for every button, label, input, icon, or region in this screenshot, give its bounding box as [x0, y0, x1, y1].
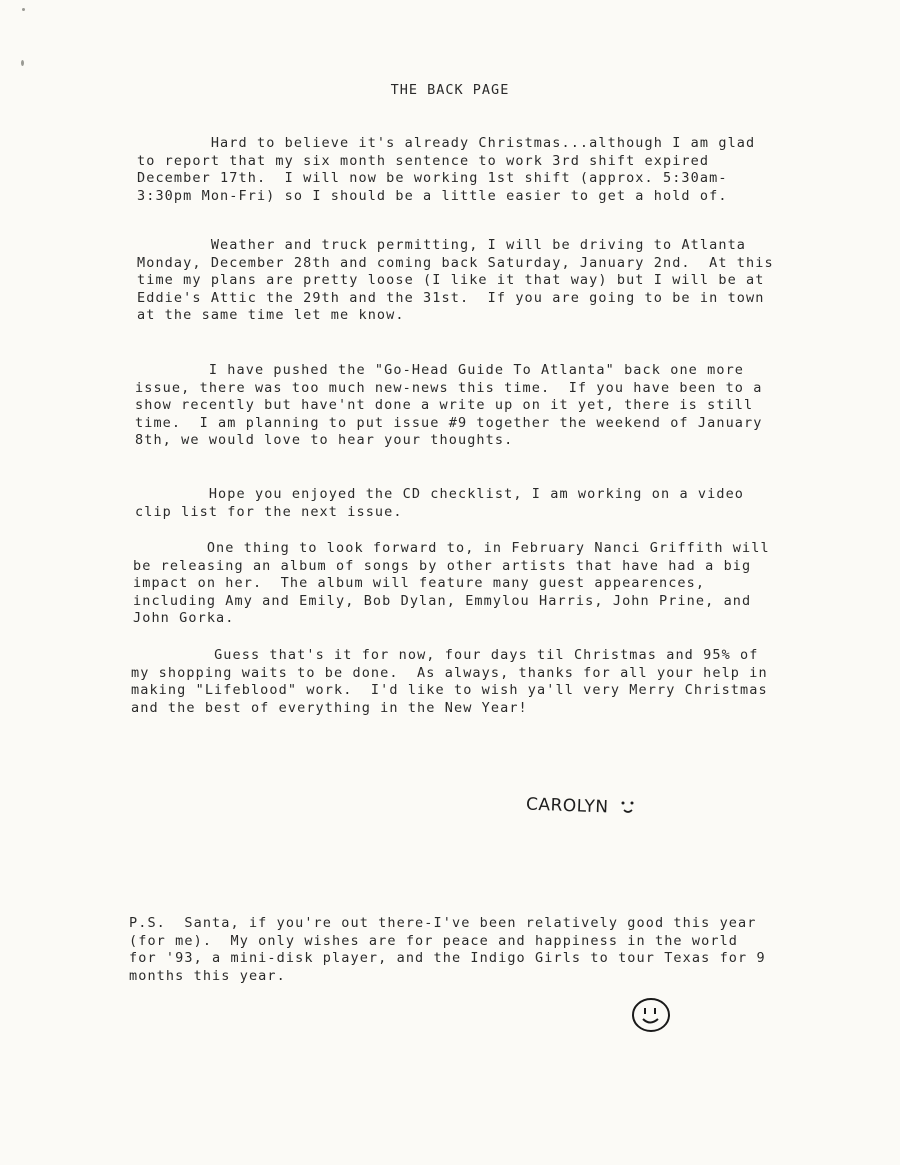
smiley-face-icon [630, 995, 674, 1035]
paper-speck [21, 60, 24, 66]
paragraph-shift-change: Hard to believe it's already Christmas...although I am glad to report that my six month sentence to work 3rd shift expired December 17th. I will now be working 1st shift (approx. 5:30am-3:30pm Mon-Fri) so I should be a little easier to get a hold of. [137, 135, 765, 204]
paper-speck [22, 8, 25, 11]
paragraph-closing: Guess that's it for now, four days til Christmas and 95% of my shopping waits to be done. As always, thanks for all your help in making "Lifeblood" work. I'd like to wish ya'll very Merry Christmas and the best of everything in the New Year! [131, 647, 777, 716]
page-title: THE BACK PAGE [390, 82, 510, 98]
paragraph-atlanta-trip: Weather and truck permitting, I will be driving to Atlanta Monday, December 28th and coming back Saturday, January 2nd. At this time my plans are pretty loose (I like it that way) but I will be at Eddie's Attic the 29th and the 31st. If you are going to be in town at the same time let me know. [137, 237, 783, 323]
signature-wink-face-icon [618, 800, 640, 816]
handwritten-signature: CAROLYN [525, 794, 609, 818]
paragraph-guide-to-atlanta: I have pushed the "Go-Head Guide To Atlanta" back one more issue, there was too much new-news this time. If you have been to a show recently but have'nt done a write up on it yet, there is still time. I am planning to put issue #9 together the weekend of January 8th, we would love to hear your thoughts. [135, 362, 772, 448]
paragraph-cd-checklist: Hope you enjoyed the CD checklist, I am working on a video clip list for the next issue. [135, 486, 754, 520]
paragraph-nanci-griffith: One thing to look forward to, in February Nanci Griffith will be releasing an album of songs by other artists that have had a big impact on her. The album will feature many guest appearences, including Amy and Emily, Bob Dylan, Emmylou Harris, John Prine, and John Gorka. [133, 540, 779, 626]
postscript: P.S. Santa, if you're out there-I've been relatively good this year (for me). My only wishes are for peace and happiness in the world for '93, a mini-disk player, and the Indigo Girls to tour Texas for 9 months this year. [129, 915, 775, 984]
